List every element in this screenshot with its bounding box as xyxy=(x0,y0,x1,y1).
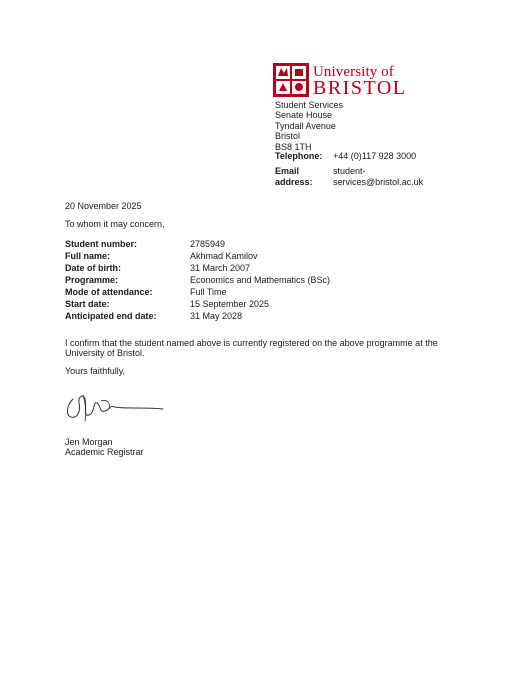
detail-value: Economics and Mathematics (BSc) xyxy=(190,275,331,285)
telephone-row xyxy=(275,151,443,161)
detail-row xyxy=(65,262,330,274)
detail-row xyxy=(65,274,330,286)
signer-title: Academic Registrar xyxy=(65,447,144,457)
student-details xyxy=(65,238,330,322)
telephone-label: Telephone: xyxy=(275,151,323,161)
detail-value: 31 March 2007 xyxy=(190,263,251,273)
contact-block xyxy=(275,151,443,187)
detail-row xyxy=(65,286,330,298)
detail-label: Full name: xyxy=(65,251,111,261)
address-line: BS8 1TH xyxy=(275,141,312,152)
sender-address xyxy=(275,100,343,152)
detail-value: Akhmad Kamilov xyxy=(190,251,258,261)
closing-text: Yours faithfully, xyxy=(65,366,126,376)
detail-label: Mode of attendance: xyxy=(65,287,153,297)
detail-row xyxy=(65,238,330,250)
email-label: Email address: xyxy=(275,166,313,187)
confirmation-text: I confirm that the student named above is currently registered on the above programme at the University of Bristol. xyxy=(65,338,438,359)
detail-label: Student number: xyxy=(65,239,137,249)
address-line: Senate House xyxy=(275,110,333,121)
email-row xyxy=(275,166,443,187)
handwritten-signature xyxy=(63,387,173,427)
address-line: Tyndall Avenue xyxy=(275,120,336,131)
detail-value: 15 September 2025 xyxy=(190,299,270,309)
detail-row xyxy=(65,298,330,310)
email-value: student-services@bristol.ac.uk xyxy=(333,166,424,187)
detail-label: Date of birth: xyxy=(65,263,121,273)
signer-name: Jen Morgan xyxy=(65,437,113,447)
detail-label: Start date: xyxy=(65,299,110,309)
letter-date: 20 November 2025 xyxy=(65,201,142,211)
telephone-value: +44 (0)117 928 3000 xyxy=(333,151,417,161)
detail-value: Full Time xyxy=(190,287,227,297)
university-name-line1: University of xyxy=(313,64,394,80)
address-line: Bristol xyxy=(275,131,301,142)
university-name-line2: BRISTOL xyxy=(313,77,407,99)
detail-value: 2785949 xyxy=(190,239,226,249)
detail-label: Anticipated end date: xyxy=(65,311,157,321)
detail-row xyxy=(65,250,330,262)
detail-label: Programme: xyxy=(65,275,119,285)
detail-row xyxy=(65,310,330,322)
detail-value: 31 May 2028 xyxy=(190,311,243,321)
letter-greeting: To whom it may concern, xyxy=(65,219,165,229)
address-line: Student Services xyxy=(275,100,344,110)
